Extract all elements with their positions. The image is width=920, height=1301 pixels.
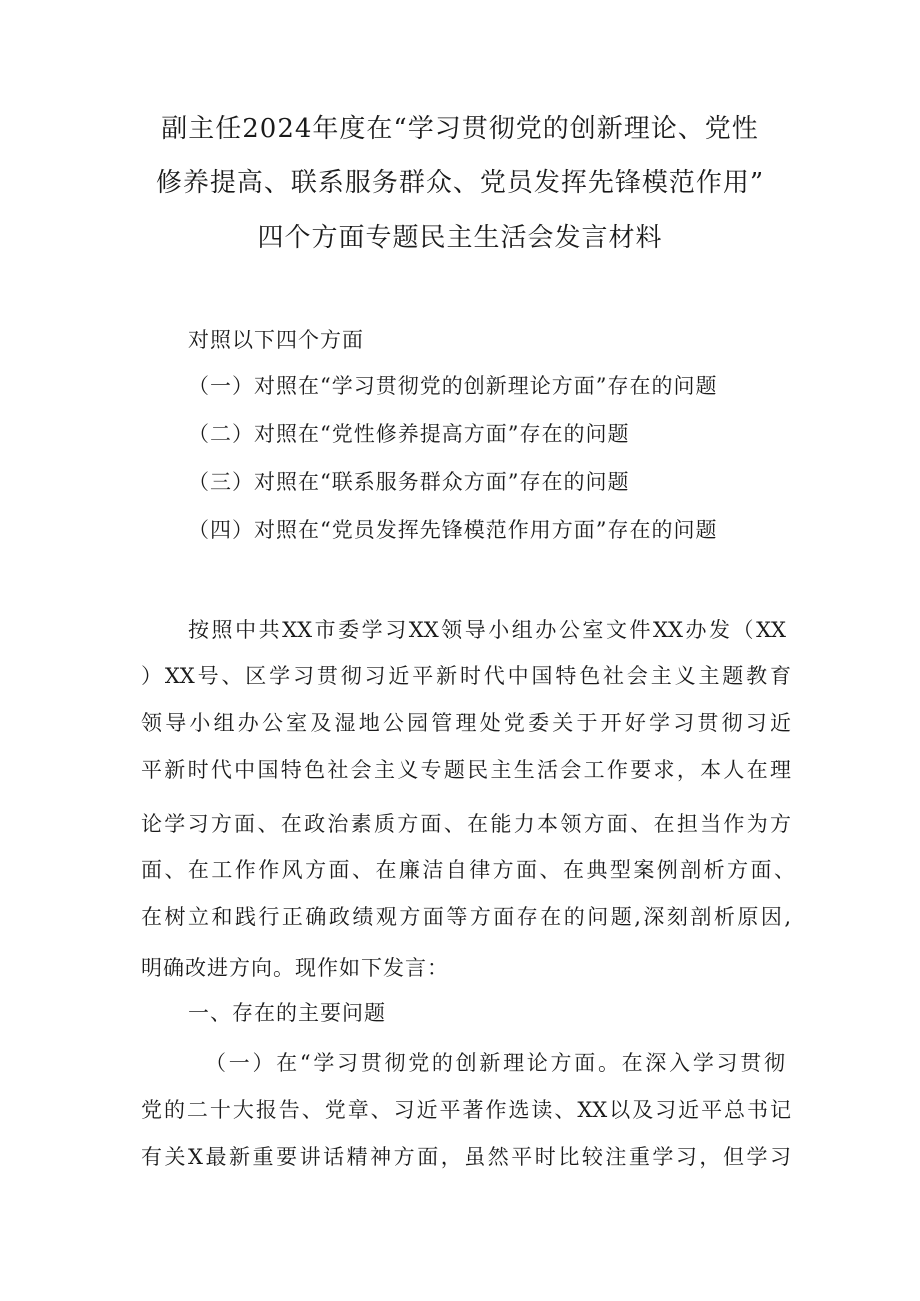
paragraph-line: 按照中共XX市委学习XX领导小组办公室文件XX办发（XX	[188, 618, 786, 642]
paragraph-line: 在树立和践行正确政绩观方面等方面存在的问题,深刻剖析原因,	[141, 905, 791, 929]
paragraph-line: 面、在工作作风方面、在廉洁自律方面、在典型案例剖析方面、	[141, 858, 795, 882]
section-heading: 一、存在的主要问题	[188, 1001, 386, 1025]
title-line-2: 修养提高、联系服务群众、党员发挥先锋模范作用”	[155, 168, 765, 198]
paragraph-line: ）XX号、区学习贯彻习近平新时代中国特色社会主义主题教育	[141, 664, 791, 688]
paragraph-line: 平新时代中国特色社会主义专题民主生活会工作要求，本人在理	[141, 758, 791, 782]
aspects-intro: 对照以下四个方面	[188, 328, 364, 352]
title-line-1: 副主任2024年度在“学习贯彻党的创新理论、党性	[161, 114, 759, 144]
paragraph-line: 论学习方面、在政治素质方面、在能力本领方面、在担当作为方	[141, 812, 791, 836]
aspect-item-4: （四）对照在“党员发挥先锋模范作用方面”存在的问题	[188, 518, 718, 542]
aspect-item-2: （二）对照在“党性修养提高方面”存在的问题	[188, 422, 630, 446]
paragraph-line: 明确改进方向。现作如下发言：	[141, 956, 449, 980]
paragraph-line: 党的二十大报告、党章、习近平著作选读、XX以及习近平总书记	[141, 1098, 791, 1122]
aspect-item-1: （一）对照在“学习贯彻党的创新理论方面”存在的问题	[188, 374, 718, 398]
title-line-3: 四个方面专题民主生活会发言材料	[257, 223, 663, 253]
aspect-item-3: （三）对照在“联系服务群众方面”存在的问题	[188, 470, 630, 494]
paragraph-line: 领导小组办公室及湿地公园管理处党委关于开好学习贯彻习近	[141, 711, 791, 735]
paragraph-line: （一）在“学习贯彻党的创新理论方面。在深入学习贯彻	[205, 1051, 785, 1075]
paragraph-line: 有关X最新重要讲话精神方面，虽然平时比较注重学习，但学习	[141, 1145, 791, 1169]
